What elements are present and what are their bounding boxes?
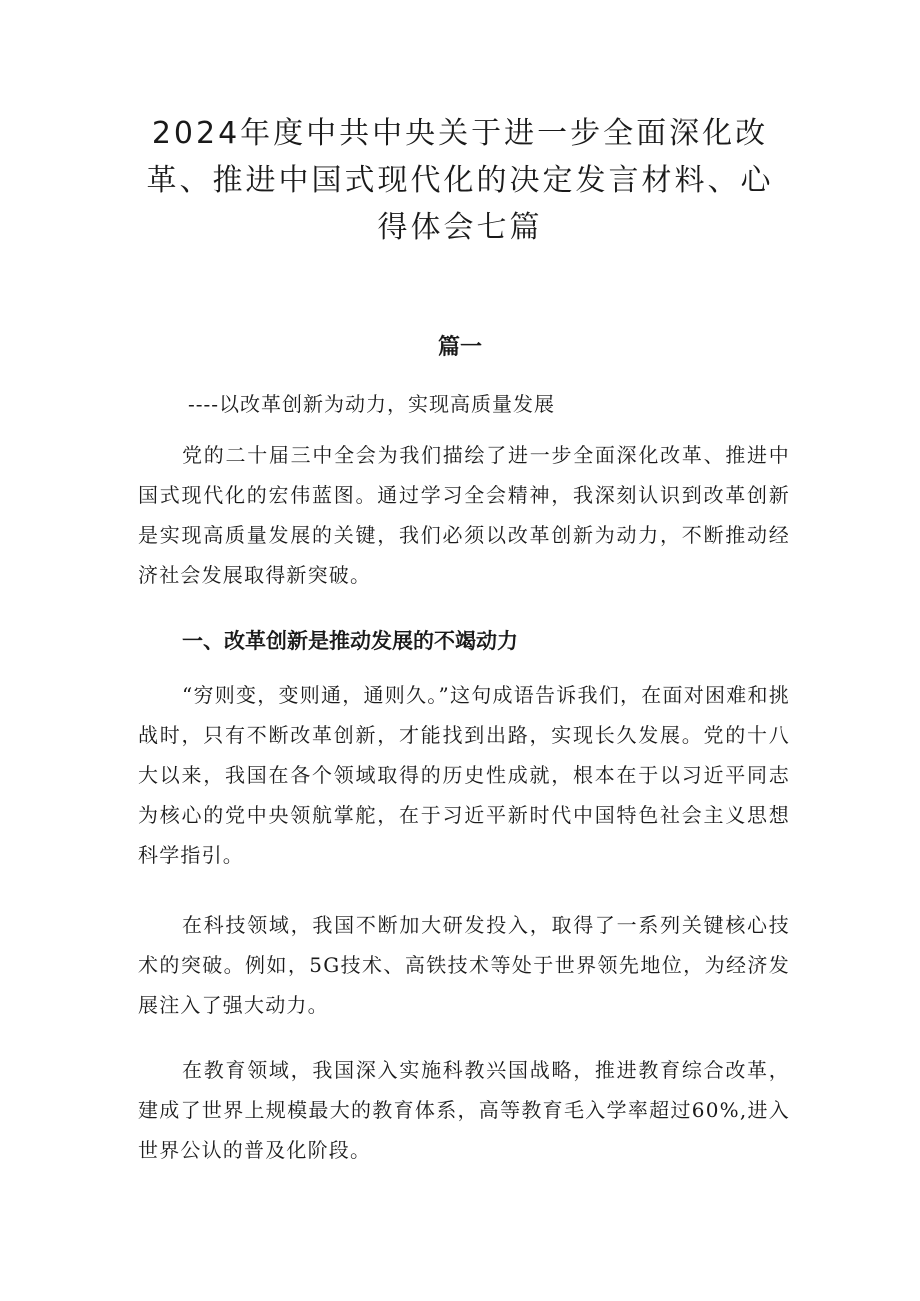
document-title: 2024年度中共中央关于进一步全面深化改革、推进中国式现代化的决定发言材料、心得体会七篇 (146, 116, 774, 245)
paragraph-intro: 党的二十届三中全会为我们描绘了进一步全面深化改革、推进中国式现代化的宏伟蓝图。通过学习全会精神，我深刻认识到改革创新是实现高质量发展的关键，我们必须以改革创新为动力，不断推动经济社会发展取得新突破。 (138, 443, 790, 587)
paragraph-1: “穷则变，变则通，通则久。”这句成语告诉我们，在面对困难和挑战时，只有不断改革创新，才能找到出路，实现长久发展。党的十八大以来，我国在各个领域取得的历史性成就，根本在于以习近平同志为核心的党中央领航掌舵，在于习近平新时代中国特色社会主义思想科学指引。 (138, 683, 790, 867)
paragraph-2: 在科技领域，我国不断加大研发投入，取得了一系列关键核心技术的突破。例如，5G技术、高铁技术等处于世界领先地位，为经济发展注入了强大动力。 (138, 913, 790, 1017)
section-title: 篇一 (437, 335, 482, 360)
heading-1: 一、改革创新是推动发展的不竭动力 (182, 629, 518, 653)
paragraph-3: 在教育领域，我国深入实施科教兴国战略，推进教育综合改革，建成了世界上规模最大的教育体系，高等教育毛入学率超过60%,进入世界公认的普及化阶段。 (138, 1058, 790, 1162)
section-subtitle: ----以改革创新为动力，实现高质量发展 (188, 392, 556, 416)
